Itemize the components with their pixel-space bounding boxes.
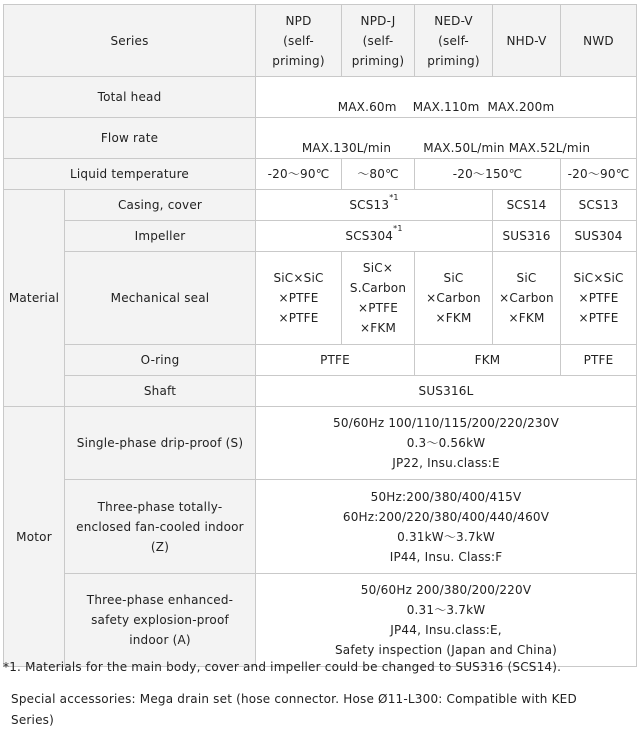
- liquid-temp-ned-nhd: -20～150℃: [415, 159, 561, 190]
- motor-ex-label: Three-phase enhanced- safety explosion-proof indoor (A): [65, 574, 256, 667]
- casing-footnote-mark: *1: [389, 193, 399, 202]
- motor-ex-row: [4, 574, 637, 667]
- total-head-nhd: MAX.200m: [487, 100, 555, 114]
- total-head-ned: MAX.110m: [412, 100, 480, 114]
- motor-tefc-row: [4, 480, 637, 574]
- flow-rate-values: [256, 118, 637, 159]
- casing-nhd: SCS14: [493, 190, 561, 221]
- material-label: Material: [4, 190, 65, 407]
- casing-row: [4, 190, 637, 221]
- model-ned-v: NED-V (self- priming): [415, 5, 493, 77]
- motor-tefc-label: Three-phase totally- enclosed fan-cooled indoor (Z): [65, 480, 256, 574]
- spec-table: [3, 4, 637, 667]
- impeller-nwd: SUS304: [561, 221, 637, 252]
- flow-rate-ned: MAX.50L/min: [423, 141, 505, 155]
- liquid-temp-nwd: -20～90℃: [561, 159, 637, 190]
- motor-ex-value: 50/60Hz 200/380/200/220V 0.31～3.7kW JP44, Insu.class:E, Safety inspection (Japan and China): [256, 574, 637, 667]
- casing-main-value: SCS13: [349, 198, 390, 212]
- motor-tefc-value: 50Hz:200/380/400/415V 60Hz:200/220/380/400/440/460V 0.31kW～3.7kW IP44, Insu. Class:F: [256, 480, 637, 574]
- liquid-temp-npd-j: ～80℃: [342, 159, 415, 190]
- liquid-temp-label: Liquid temperature: [4, 159, 256, 190]
- total-head-values: [256, 77, 637, 118]
- motor-single-label: Single-phase drip-proof (S): [65, 407, 256, 480]
- casing-label: Casing, cover: [65, 190, 256, 221]
- seal-label: Mechanical seal: [65, 252, 256, 345]
- header-row: [4, 5, 637, 77]
- flow-rate-npd: MAX.130L/min: [301, 141, 392, 155]
- footnote-1: *1. Materials for the main body, cover and impeller could be changed to SUS316 (SCS14).: [3, 660, 562, 674]
- seal-row: [4, 252, 637, 345]
- impeller-label: Impeller: [65, 221, 256, 252]
- flow-rate-nhd: MAX.52L/min: [508, 141, 591, 155]
- shaft-label: Shaft: [65, 376, 256, 407]
- oring-row: [4, 345, 637, 376]
- model-npd: NPD (self- priming): [256, 5, 342, 77]
- oring-npd: PTFE: [256, 345, 415, 376]
- motor-single-value: 50/60Hz 100/110/115/200/220/230V 0.3～0.56kW JP22, Insu.class:E: [256, 407, 637, 480]
- seal-nwd: SiC×SiC ×PTFE ×PTFE: [561, 252, 637, 345]
- motor-single-row: [4, 407, 637, 480]
- casing-nwd: SCS13: [561, 190, 637, 221]
- seal-npd: SiC×SiC ×PTFE ×PTFE: [256, 252, 342, 345]
- impeller-row: [4, 221, 637, 252]
- seal-npd-j: SiC× S.Carbon ×PTFE ×FKM: [342, 252, 415, 345]
- liquid-temp-row: [4, 159, 637, 190]
- shaft-value: SUS316L: [256, 376, 637, 407]
- seal-nhd: SiC ×Carbon ×FKM: [493, 252, 561, 345]
- model-nhd-v: NHD-V: [493, 5, 561, 77]
- motor-label: Motor: [4, 407, 65, 667]
- model-npd-j: NPD-J (self- priming): [342, 5, 415, 77]
- oring-nwd: PTFE: [561, 345, 637, 376]
- total-head-label: Total head: [4, 77, 256, 118]
- impeller-main-value: SCS304: [345, 229, 394, 243]
- model-nwd: NWD: [561, 5, 637, 77]
- impeller-nhd: SUS316: [493, 221, 561, 252]
- total-head-npd: MAX.60m: [337, 100, 397, 114]
- liquid-temp-npd: -20～90℃: [256, 159, 342, 190]
- flow-rate-row: [4, 118, 637, 159]
- casing-main: [256, 190, 493, 221]
- shaft-row: [4, 376, 637, 407]
- series-header: Series: [4, 5, 256, 77]
- impeller-footnote-mark: *1: [393, 224, 403, 233]
- flow-rate-label: Flow rate: [4, 118, 256, 159]
- seal-ned: SiC ×Carbon ×FKM: [415, 252, 493, 345]
- impeller-main: [256, 221, 493, 252]
- oring-ned: FKM: [415, 345, 561, 376]
- oring-label: O-ring: [65, 345, 256, 376]
- total-head-row: [4, 77, 637, 118]
- special-accessories-note: Special accessories: Mega drain set (hose connector. Hose Ø11-L300: Compatible with KED Series): [11, 692, 577, 727]
